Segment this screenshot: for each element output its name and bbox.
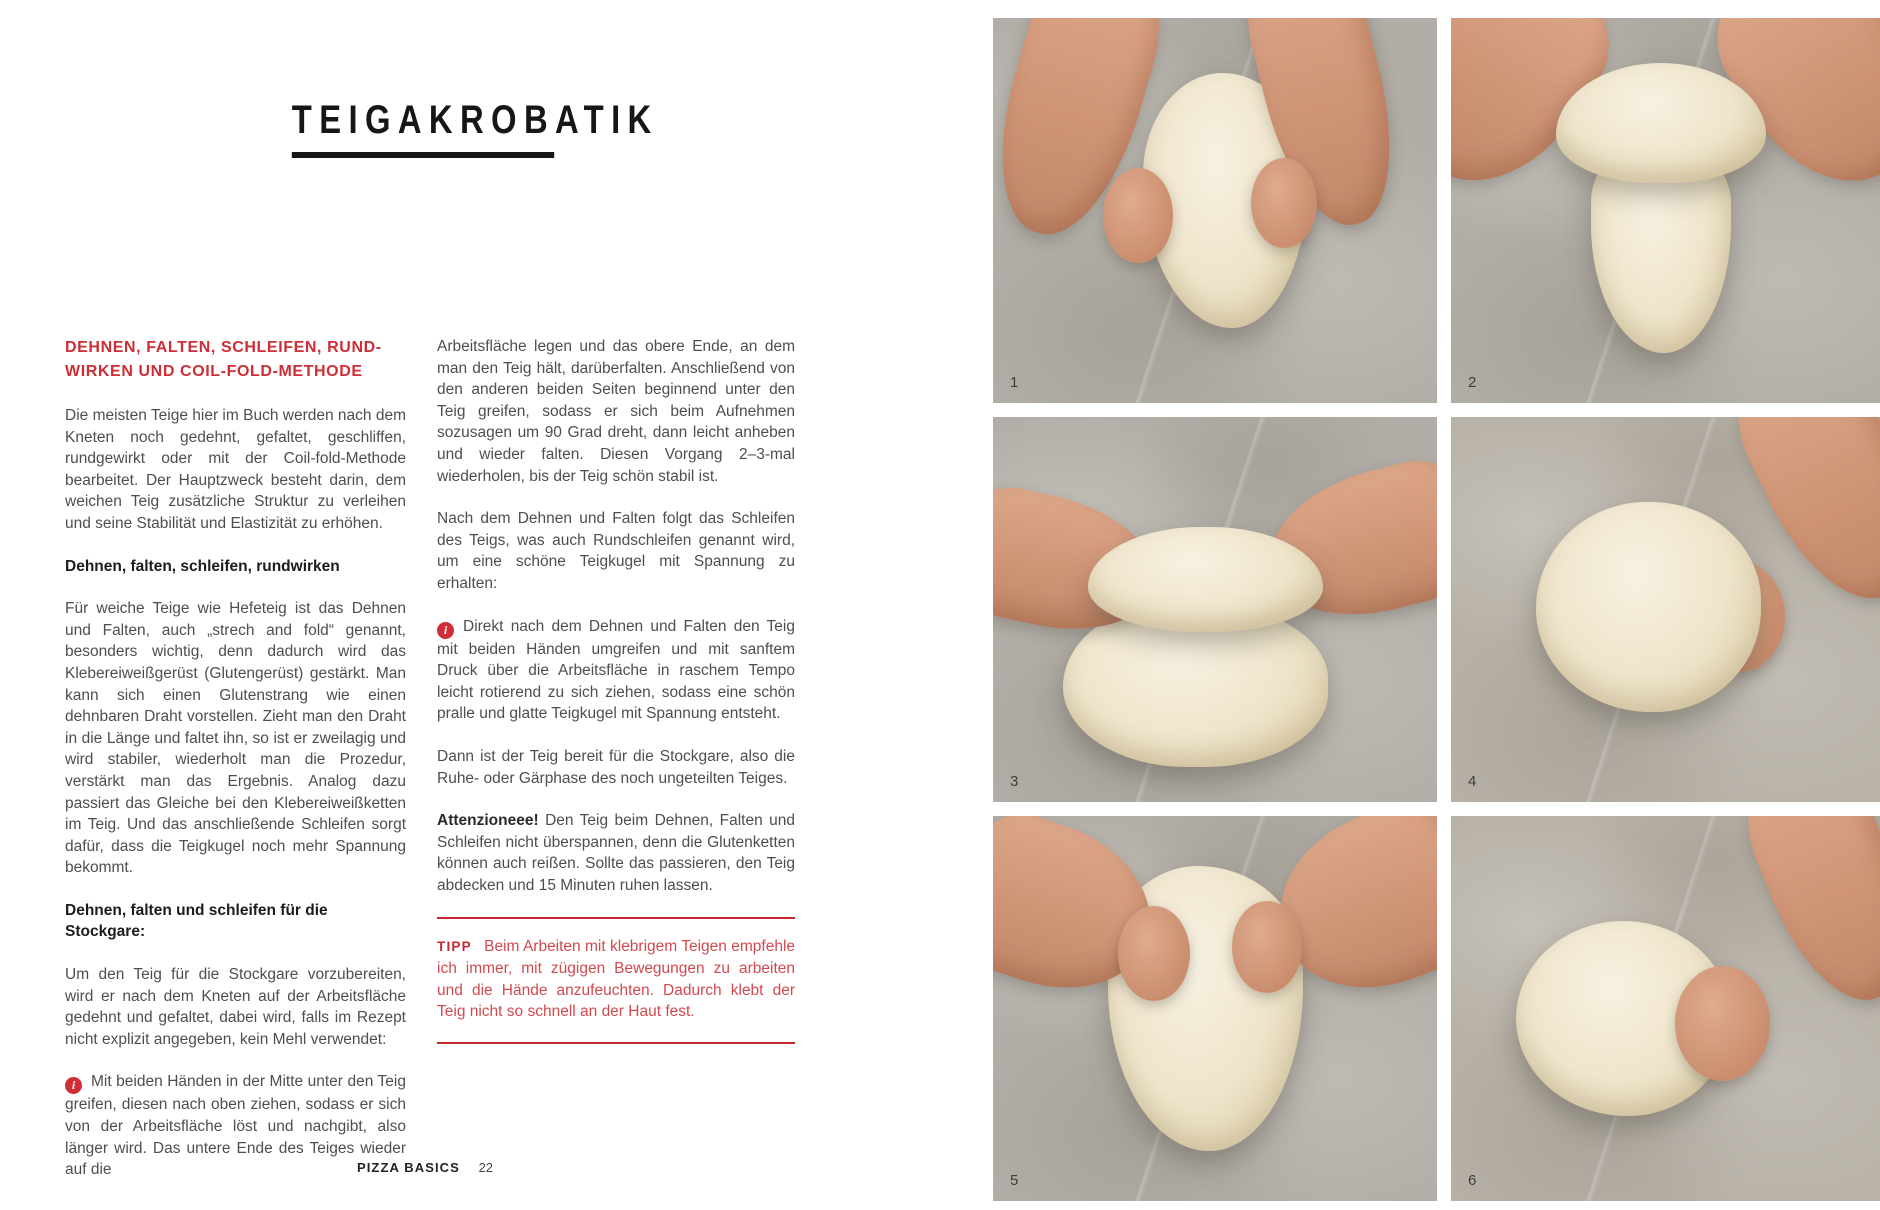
- subhead-dehnen-falten: Dehnen, falten, schleifen, rundwirken: [65, 557, 340, 575]
- photo-step-5: [993, 816, 1437, 1201]
- tip-text: Beim Arbeiten mit klebrigem Teigen empfehle ich immer, mit zügigen Bewegungen zu arbeiten und die Hände anzufeuchten. Dadurch klebt der Teig nicht so schnell an der Haut fest.: [437, 938, 796, 1021]
- tip-box: [437, 917, 795, 1043]
- chapter-title-block: [291, 98, 659, 158]
- photo-number-label: 6: [1468, 1172, 1477, 1189]
- paragraph-dehnen-falten: Für weiche Teige wie Hefeteig ist das Dehnen und Falten, auch „strech and fold“ genannt, besonders wichtig, denn dadurch wird das Klebereiweißgerüst (Glutengerüst) gestärkt. Man kann sich einen Glutenstrang wie einen dehnbaren Draht vorstellen. Zieht man den Draht in die Länge und faltet ihn, so ist er zweilagig und wird stabiler, wiederholt man die Prozedur, verstärkt man das Ergebnis. Analog dazu passiert das Gleiche bei den Klebereiweißketten im Teig. Und das anschließende Schleifen sorgt dafür, dass die Teigkugel noch mehr Spannung bekommt.: [65, 600, 406, 877]
- text-column-left: [65, 336, 406, 1202]
- section-heading: DEHNEN, FALTEN, SCHLEIFEN, RUND- WIRKEN UND COIL-FOLD-METHODE: [65, 339, 382, 380]
- dough-shape: [1088, 527, 1323, 632]
- photo-number-label: 4: [1468, 773, 1477, 790]
- attention-label: Attenzioneee!: [437, 812, 539, 830]
- step-bullet-1-text: Mit beiden Händen in der Mitte unter den Teig greifen, diesen nach oben ziehen, sodass er sich von der Arbeitsfläche löst und nachgibt, also länger wird. Das untere Ende des Teiges wieder auf die: [65, 1073, 406, 1179]
- hand-shape: [1251, 158, 1317, 248]
- hand-shape: [1103, 168, 1173, 263]
- photo-step-1: [993, 18, 1437, 403]
- photo-number-label: 2: [1468, 374, 1477, 391]
- photo-step-6: [1451, 816, 1880, 1201]
- hand-shape: [1232, 901, 1302, 993]
- page-footer: [265, 1160, 585, 1175]
- attention-text: Den Teig beim Dehnen, Falten und Schleifen nicht überspannen, denn die Glutenketten können auch reißen. Sollte das passieren, den Teig abdecken und 15 Minuten ruhen lassen.: [437, 812, 796, 894]
- info-icon: i: [437, 622, 454, 639]
- footer-page-number: 22: [478, 1160, 494, 1175]
- continuation-paragraph: Arbeitsfläche legen und das obere Ende, an dem man den Teig hält, darüberfalten. Anschließend von den anderen beiden Seiten beginnend unter den Teig greifen, sodass er sich beim Aufnehmen sozusagen um 90 Grad dreht, dann leicht anheben und wieder falten. Diesen Vorgang 2–3-mal wiederholen, bis der Teig schön stabil ist.: [437, 338, 795, 485]
- photo-grid: [993, 18, 1880, 1201]
- intro-paragraph: Die meisten Teige hier im Buch werden nach dem Kneten noch gedehnt, gefaltet, geschliffen, rundgewirkt oder mit der Coil-fold-Methode bearbeitet. Der Hauptzweck besteht darin, dem weichen Teig zusätzliche Struktur zu verleihen und seine Stabilität und Elastizität zu erhöhen.: [65, 407, 406, 532]
- photo-number-label: 3: [1010, 773, 1019, 790]
- photo-number-label: 5: [1010, 1172, 1019, 1189]
- page-title: TEIGAKROBATIK: [291, 98, 659, 142]
- step-bullet-2: [437, 616, 795, 725]
- hand-shape: [1118, 906, 1190, 1001]
- paragraph-stockgare-ready: Dann ist der Teig bereit für die Stockgare, also die Ruhe- oder Gärphase des noch ungeteilten Teiges.: [437, 747, 795, 787]
- photo-step-4: [1451, 417, 1880, 802]
- text-column-right: [437, 336, 795, 1044]
- info-icon: i: [65, 1077, 82, 1094]
- footer-book-title: PIZZA BASICS: [356, 1160, 460, 1175]
- paragraph-schleifen: Nach dem Dehnen und Falten folgt das Schleifen des Teigs, was auch Rundschleifen genannt wird, um eine schöne Teigkugel mit Spannung zu erhalten:: [437, 510, 795, 592]
- paragraph-stockgare: Um den Teig für die Stockgare vorzubereiten, wird er nach dem Kneten auf der Arbeitsfläche gedehnt und gefaltet, dabei wird, falls im Rezept nicht explizit angegeben, kein Mehl verwendet:: [65, 966, 406, 1048]
- hand-shape: [1675, 966, 1770, 1081]
- attention-paragraph: [437, 810, 795, 896]
- dough-shape: [1536, 502, 1761, 712]
- title-underline: [292, 152, 554, 158]
- subhead-stockgare: Dehnen, falten und schleifen für die Stockgare:: [65, 901, 328, 941]
- photo-number-label: 1: [1010, 374, 1019, 391]
- photo-step-3: [993, 417, 1437, 802]
- tip-label: TIPP: [437, 939, 472, 955]
- photo-step-2: [1451, 18, 1880, 403]
- step-bullet-2-text: Direkt nach dem Dehnen und Falten den Teig mit beiden Händen umgreifen und mit sanftem Druck über die Arbeitsfläche in raschem Tempo leicht rotierend zu sich ziehen, sodass eine schön pralle und glatte Teigkugel mit Spannung entsteht.: [437, 617, 795, 723]
